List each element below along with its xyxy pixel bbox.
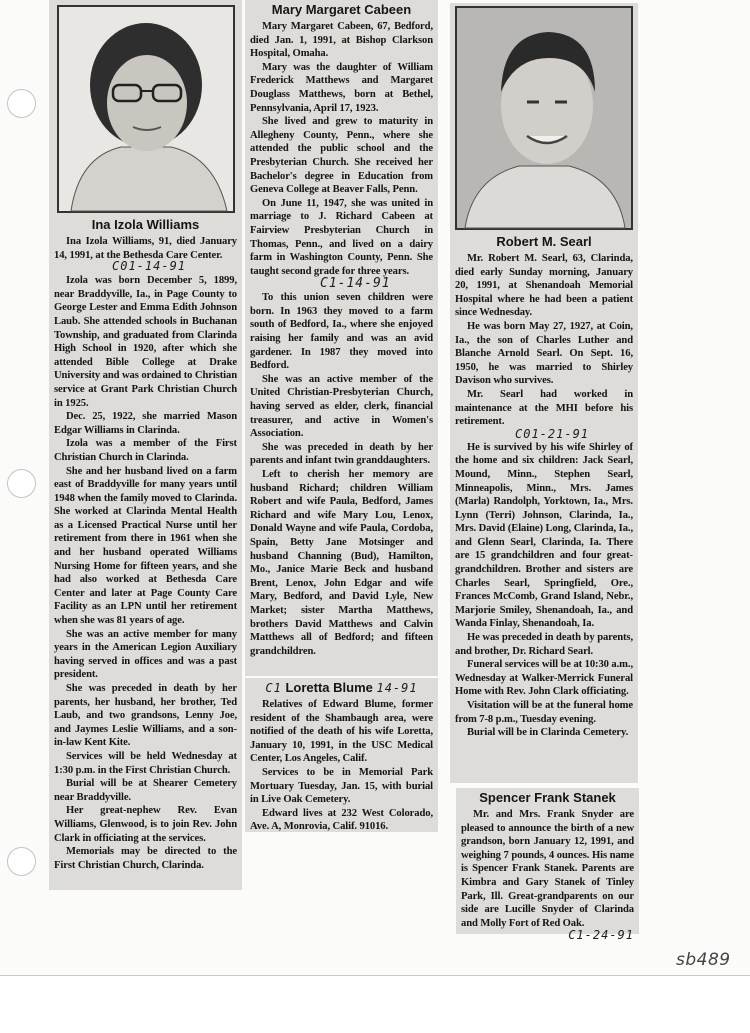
searl-paragraph: He was preceded in death by parents, and brother, Dr. Richard Searl. <box>455 632 633 657</box>
searl-paragraph: He is survived by his wife Shirley of the home and six children: Jack Searl, Mound, Minn., Stephen Searl, Minneapolis, Minn., Mrs. James (Marla) Randolph, Yorktown, Ia., Mrs. Lynn (Terri) Johnson, Clarinda, Ia., Mrs. David (Elaine) Long, Clarinda, Ia., and Glenn Searl, Clarinda, Ia. There are 15 grandchildren and four great-grandchildren. Brother and sisters are Charles Searl, Springfield, Ore., Frances McComb, Grand Island, Nebr., Marjorie Smiley, Shenandoah, Ia., and Wanda Finlay, Shenandoah, Ia. <box>455 441 633 630</box>
williams-paragraph: She and her husband lived on a farm east of Braddyville for many years until 1948 when the family moved to Clarinda. She worked at Clarinda Mental Health as a Licensed Practical Nurse until her retirement from there in 1961 when she and her husband operated Williams Nursing Home for fifteen years, and she had also worked at Bethesda Care Center and later at Page County Care Facility as an LPN until her retirement when she was 81 years of age. <box>54 465 237 627</box>
williams-paragraph: She was preceded in death by her parents, her husband, her brother, Ted Laub, and two grandsons, Lenny Joe, and Jaymes Leslie Williams, and a son-in-law Kent Kite. <box>54 683 237 749</box>
blume-clipping <box>245 678 438 832</box>
blume-paragraph: Services to be in Memorial Park Mortuary Tuesday, Jan. 15, with burial in Live Oak Cemetery. <box>250 766 433 806</box>
williams-portrait <box>57 5 235 213</box>
williams-paragraph: Izola was born December 5, 1899, near Braddyville, Ia., in Page County to George Lester and Emma Edith Johnson Laub. She attended schools in Buchanan Township, and graduated from Clarinda High School in 1920, after which she attended Bible College at Drake University and was ordained to Christian service at Grant Park Christian Church in 1925. <box>54 275 237 409</box>
williams-handwritten-date: C01-14-91 <box>112 259 187 274</box>
cabeen-headline: Mary Margaret Cabeen <box>271 2 412 17</box>
binder-hole-middle <box>7 469 36 498</box>
searl-portrait <box>455 6 633 230</box>
williams-clipping <box>49 0 242 890</box>
searl-headline: Robert M. Searl <box>496 234 592 249</box>
cabeen-paragraph: Mary was the daughter of William Frederick Matthews and Margaret Douglass Matthews, born at Bethel, Pennsylvania, April 17, 1923. <box>250 61 433 114</box>
williams-paragraph: She was an active member for many years in the American Legion Auxiliary having served in offices and was a past president. <box>54 628 237 681</box>
williams-paragraph: Burial will be at Shearer Cemetery near Braddyville. <box>54 778 237 803</box>
williams-paragraph: Ina Izola Williams, 91, died January 14, 1991, at the Bethesda Care Center. <box>54 236 237 261</box>
binder-hole-bottom <box>7 847 36 876</box>
searl-paragraph: Visitation will be at the funeral home from 7-8 p.m., Tuesday evening. <box>455 700 633 725</box>
searl-clipping <box>450 3 638 783</box>
searl-paragraph: Mr. Robert M. Searl, 63, Clarinda, died early Sunday morning, January 20, 1991, at Shenandoah Memorial Hospital where he had been a patient since Wednesday. <box>455 253 633 319</box>
blume-headline-row <box>250 680 433 696</box>
williams-paragraph: Izola was a member of the First Christian Church in Clarinda. <box>54 438 237 463</box>
searl-handwritten-date: C01-21-91 <box>515 426 590 441</box>
cabeen-paragraph: She was preceded in death by her parents and infant twin granddaughters. <box>250 441 433 467</box>
cabeen-paragraph: To this union seven children were born. In 1963 they moved to a farm south of Bedford, Ia., where she enjoyed raising her family and was an avid gardener. In 1987 they moved into Bedford. <box>250 292 433 372</box>
stanek-clipping <box>456 788 639 943</box>
woman-portrait-photo <box>59 7 233 211</box>
searl-paragraph: Mr. Searl had worked in maintenance at the MHI before his retirement. <box>455 388 633 428</box>
binder-hole-top <box>7 89 36 118</box>
stanek-paragraph: Mr. and Mrs. Frank Snyder are pleased to announce the birth of a new grandson, born January 12, 1991, and weighing 7 pounds, 4 ounces. His name is Spencer Frank Stanek. Parents are Kimbra and Gary Stanek of Tinley Park, Ill. Great-grandparents on our side are Lucille Snyder of Clarinda and Molly Fort of Red Oak. <box>461 809 634 929</box>
blume-paragraph: Edward lives at 232 West Colorado, Ave. A, Monrovia, Calif. 91016. <box>250 807 433 833</box>
man-portrait-photo <box>457 8 631 228</box>
blume-handwritten-date: 14-91 <box>376 681 418 695</box>
blume-headline: Loretta Blume <box>285 680 373 695</box>
page-number-stamp: sb489 <box>676 950 731 970</box>
stanek-headline: Spencer Frank Stanek <box>479 790 616 805</box>
williams-paragraph: Dec. 25, 1922, she married Mason Edgar Williams in Clarinda. <box>54 411 237 436</box>
cabeen-paragraph: Left to cherish her memory are husband Richard; children William Robert and wife Paula, Bedford, James Richard and wife Mary Lou, Lenox, Donald Wayne and wife Paula, Cordoba, Spain, Betty Jane Motsinger and husband Channing (Bud), Hamilton, Mo., Janice Marie Beck and husband Brent, Lenox, John Edgar and wife Mary, Bedford, and David Lyle, New Market; sister Martha Matthews, brothers David Matthews and Calvin Matthews all of Bedford; and fifteen grandchildren. <box>250 469 433 657</box>
searl-paragraph: He was born May 27, 1927, at Coin, Ia., the son of Charles Luther and Blanche Arnold Searl. On Sept. 16, 1950, he was married to Shirley Davison who survives. <box>455 320 633 387</box>
page-edge <box>0 975 750 976</box>
blume-handwritten-prefix: C1 <box>265 681 282 695</box>
williams-paragraph: Her great-nephew Rev. Evan Williams, Glenwood, is to join Rev. John Clark in officiating at the services. <box>54 805 237 844</box>
blume-paragraph: Relatives of Edward Blume, former resident of the Shambaugh area, were notified of the death of his wife Loretta, January 10, 1991, in the USC Medical Center, Los Angeles, Calif. <box>250 699 433 765</box>
cabeen-paragraph: On June 11, 1947, she was united in marriage to J. Richard Cabeen at Fairview Presbyterian Church in Thomas, Penn., and lived on a dairy farm in Washington County, Penn. She taught second grade for three years. <box>250 197 433 277</box>
searl-paragraph: Burial will be in Clarinda Cemetery. <box>467 727 629 739</box>
cabeen-handwritten-date: C1-14-91 <box>320 276 391 292</box>
williams-paragraph: Services will be held Wednesday at 1:30 p.m. in the First Christian Church. <box>54 750 237 776</box>
cabeen-clipping <box>245 0 438 676</box>
searl-paragraph: Funeral services will be at 10:30 a.m., Wednesday at Walker-Merrick Funeral Home with Rev. John Clark officiating. <box>455 659 633 698</box>
williams-paragraph: Memorials may be directed to the First Christian Church, Clarinda. <box>54 846 237 871</box>
williams-headline: Ina Izola Williams <box>91 217 200 232</box>
stanek-handwritten-date: C1-24-91 <box>568 928 634 943</box>
cabeen-paragraph: She was an active member of the United Christian-Presbyterian Church, having served as elder, clerk, financial treasurer, and active in Women's Association. <box>250 373 433 440</box>
cabeen-paragraph: Mary Margaret Cabeen, 67, Bedford, died Jan. 1, 1991, at Bishop Clarkson Hospital, Omaha. <box>250 21 433 60</box>
cabeen-paragraph: She lived and grew to maturity in Allegheny County, Penn., where she attended the public school and the Presbyterian Church. She received her Bachelor's degree in Education from Geneva College at Beaver Falls, Penn. <box>250 116 433 196</box>
